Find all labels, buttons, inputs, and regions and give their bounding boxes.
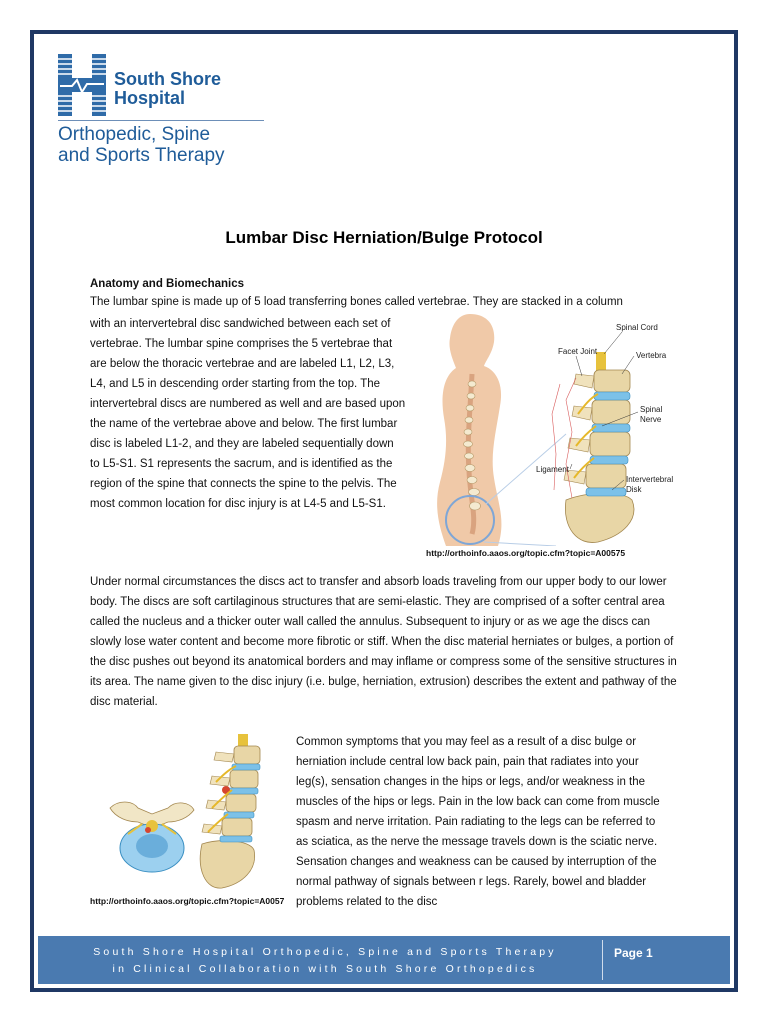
label-spinal-nerve-line2: Nerve: [640, 415, 662, 424]
hospital-logo-mark-icon: [58, 54, 106, 116]
hospital-name: [114, 70, 274, 108]
department-name: [58, 124, 278, 166]
paragraph-2: Under normal circumstances the discs act to transfer and absorb loads traveling from our upper body to our lower body. The discs are soft cartilaginous structures that are semi-elastic. They are comprised of a softer central area called the nucleus and a thicker outer wall called the annulus. Subsequent to injury or as we age the discs can slowly lose water content and become more fibrotic or stiff. When the disc material herniates or bulges, a portion of the disc pushes out beyond its anatomical borders and may inflame or compress some of the sensitive structures in its area. The name given to the disc injury (i.e. bulge, herniation, extrusion) describes the extent and pathway of the disc material.: [90, 576, 677, 708]
hospital-logo: [58, 54, 268, 174]
lumbar-spine-illustration: [426, 314, 680, 546]
page-frame: [30, 30, 738, 992]
page-footer: [38, 936, 730, 984]
label-vertebra: Vertebra: [636, 351, 667, 360]
paragraph-1-first-line: The lumbar spine is made up of 5 load transferring bones called vertebrae. They are stacked in a column: [90, 296, 623, 308]
disc-herniation-illustration: [102, 730, 288, 890]
hospital-name-line2: Hospital: [114, 88, 186, 108]
hospital-name-line1: South Shore: [114, 69, 221, 89]
page-number: Page 1: [614, 946, 653, 960]
figure-1-caption: http://orthoinfo.aaos.org/topic.cfm?topic=A00575: [426, 548, 626, 558]
sagittal-spine-view: [200, 734, 260, 888]
label-ligament: Ligament: [536, 465, 569, 474]
figure-2-caption: http://orthoinfo.aaos.org/topic.cfm?topic=A0057: [90, 896, 285, 906]
section-heading: Anatomy and Biomechanics: [90, 278, 245, 290]
paragraph-3: Common symptoms that you may feel as a result of a disc bulge or herniation include central low back pain, pain that radiates into your leg(s), sensation changes in the hips or legs, and/or weakness in the muscles of the hips or legs. Pain in the low back can come from muscle spasm and nerve irritation. Pain radiating to the legs can be referred to as sciatica, as the nerve the message travels down is the sciatic nerve. Sensation changes and weakness can be caused by interruption of the normal pathway of signals between r legs. Rarely, bowel and bladder problems related to the disc: [296, 736, 660, 908]
footer-line-1: South Shore Hospital Orthopedic, Spine and Sports Therapy: [93, 946, 557, 958]
paragraph-1-body: with an intervertebral disc sandwiched between each set of vertebrae. The lumbar spine comprises the 5 vertebrae that are below the thoracic vertebrae and are labeled L1, L2, L3, L4, and L5 in descending order starting from the top. The intervertebral discs are numbered as well and are based upon the name of the vertebrae above and below. The first lumbar disc is labeled L1-2, and they are labeled sequentially down to L5-S1. S1 represents the sacrum, and is identified as the region of the spine that connects the spine to the pelvis. The most common location for disc injury is at L4-5 and L5-S1.: [90, 318, 406, 510]
footer-text: [60, 944, 590, 978]
department-name-line1: Orthopedic, Spine: [58, 124, 211, 145]
label-facet-joint: Facet Joint: [558, 347, 598, 356]
document-title: Lumbar Disc Herniation/Bulge Protocol: [225, 228, 543, 247]
label-disk-line2: Disk: [626, 485, 642, 494]
footer-divider: [602, 940, 603, 980]
label-disk-line1: Intervertebral: [626, 475, 674, 484]
label-spinal-nerve-line1: Spinal: [640, 405, 663, 414]
logo-divider: [58, 120, 264, 121]
footer-line-2: in Clinical Collaboration with South Shore Orthopedics: [112, 963, 538, 975]
axial-vertebra-view: [110, 802, 194, 872]
department-name-line2: and Sports Therapy: [58, 145, 225, 166]
label-spinal-cord: Spinal Cord: [616, 323, 658, 332]
